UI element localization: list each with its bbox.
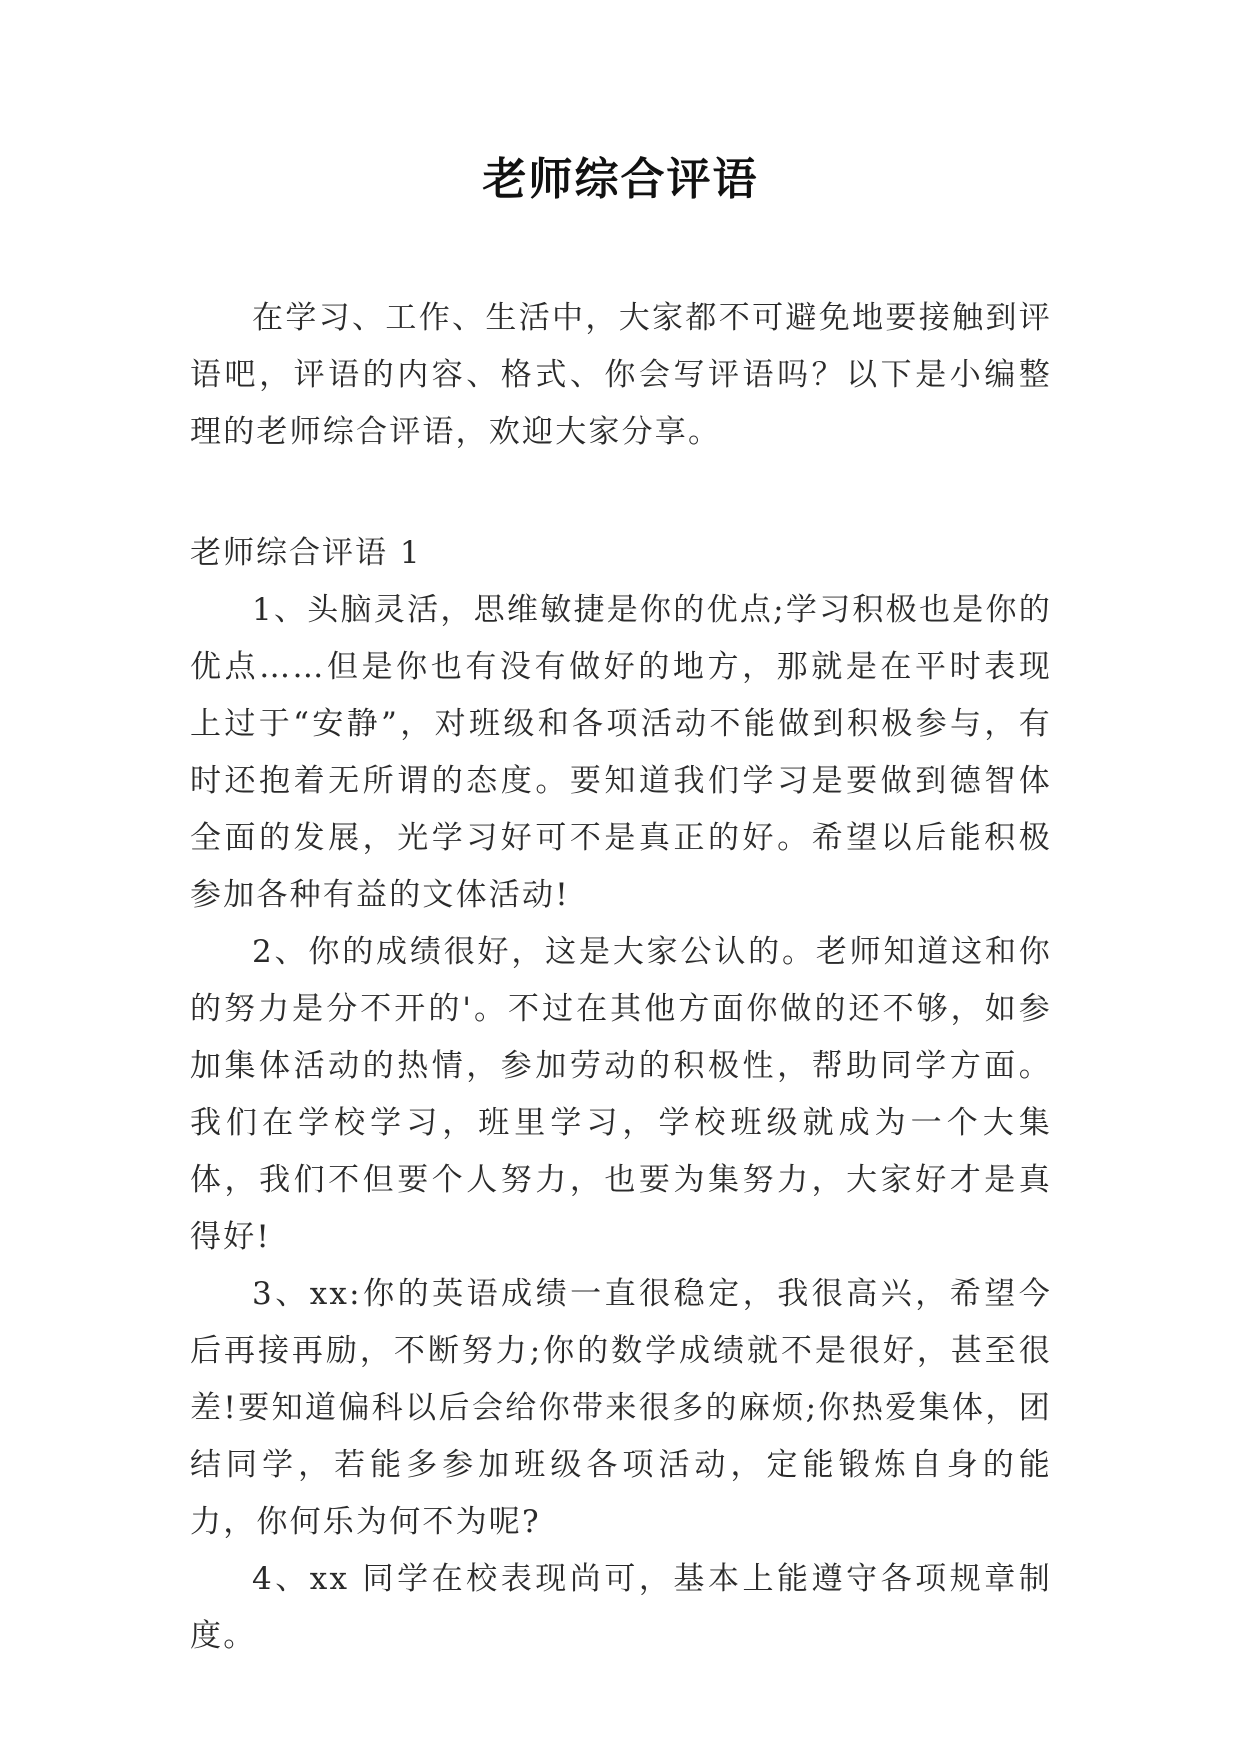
document-title: 老师综合评语 [482,154,759,205]
section-heading: 老师综合评语 1 [190,535,422,571]
intro-section [190,290,1052,461]
comment-item-2: 2、你的成绩很好，这是大家公认的。老师知道这和你的努力是分不开的'。不过在其他方面你做的还不够，如参加集体活动的热情，参加劳动的积极性，帮助同学方面。我们在学校学习，班里学习，学校班级就成为一个大集体，我们不但要个人努力，也要为集努力，大家好才是真得好! [190,934,1052,1255]
comment-item-4: 4、xx 同学在校表现尚可，基本上能遵守各项规章制度。 [190,1561,1052,1654]
comment-list [190,582,1052,1665]
intro-paragraph: 在学习、工作、生活中，大家都不可避免地要接触到评语吧，评语的内容、格式、你会写评语吗？以下是小编整理的老师综合评语，欢迎大家分享。 [190,300,1052,450]
comment-item-3: 3、xx:你的英语成绩一直很稳定，我很高兴，希望今后再接再励，不断努力;你的数学成绩就不是很好，甚至很差!要知道偏科以后会给你带来很多的麻烦;你热爱集体，团结同学，若能多参加班级各项活动，定能锻炼自身的能力，你何乐为何不为呢? [190,1276,1052,1540]
comment-item-1: 1、头脑灵活，思维敏捷是你的优点;学习积极也是你的优点……但是你也有没有做好的地方，那就是在平时表现上过于“安静”，对班级和各项活动不能做到积极参与，有时还抱着无所谓的态度。要知道我们学习是要做到德智体全面的发展，光学习好可不是真正的好。希望以后能积极参加各种有益的文体活动! [190,592,1052,913]
